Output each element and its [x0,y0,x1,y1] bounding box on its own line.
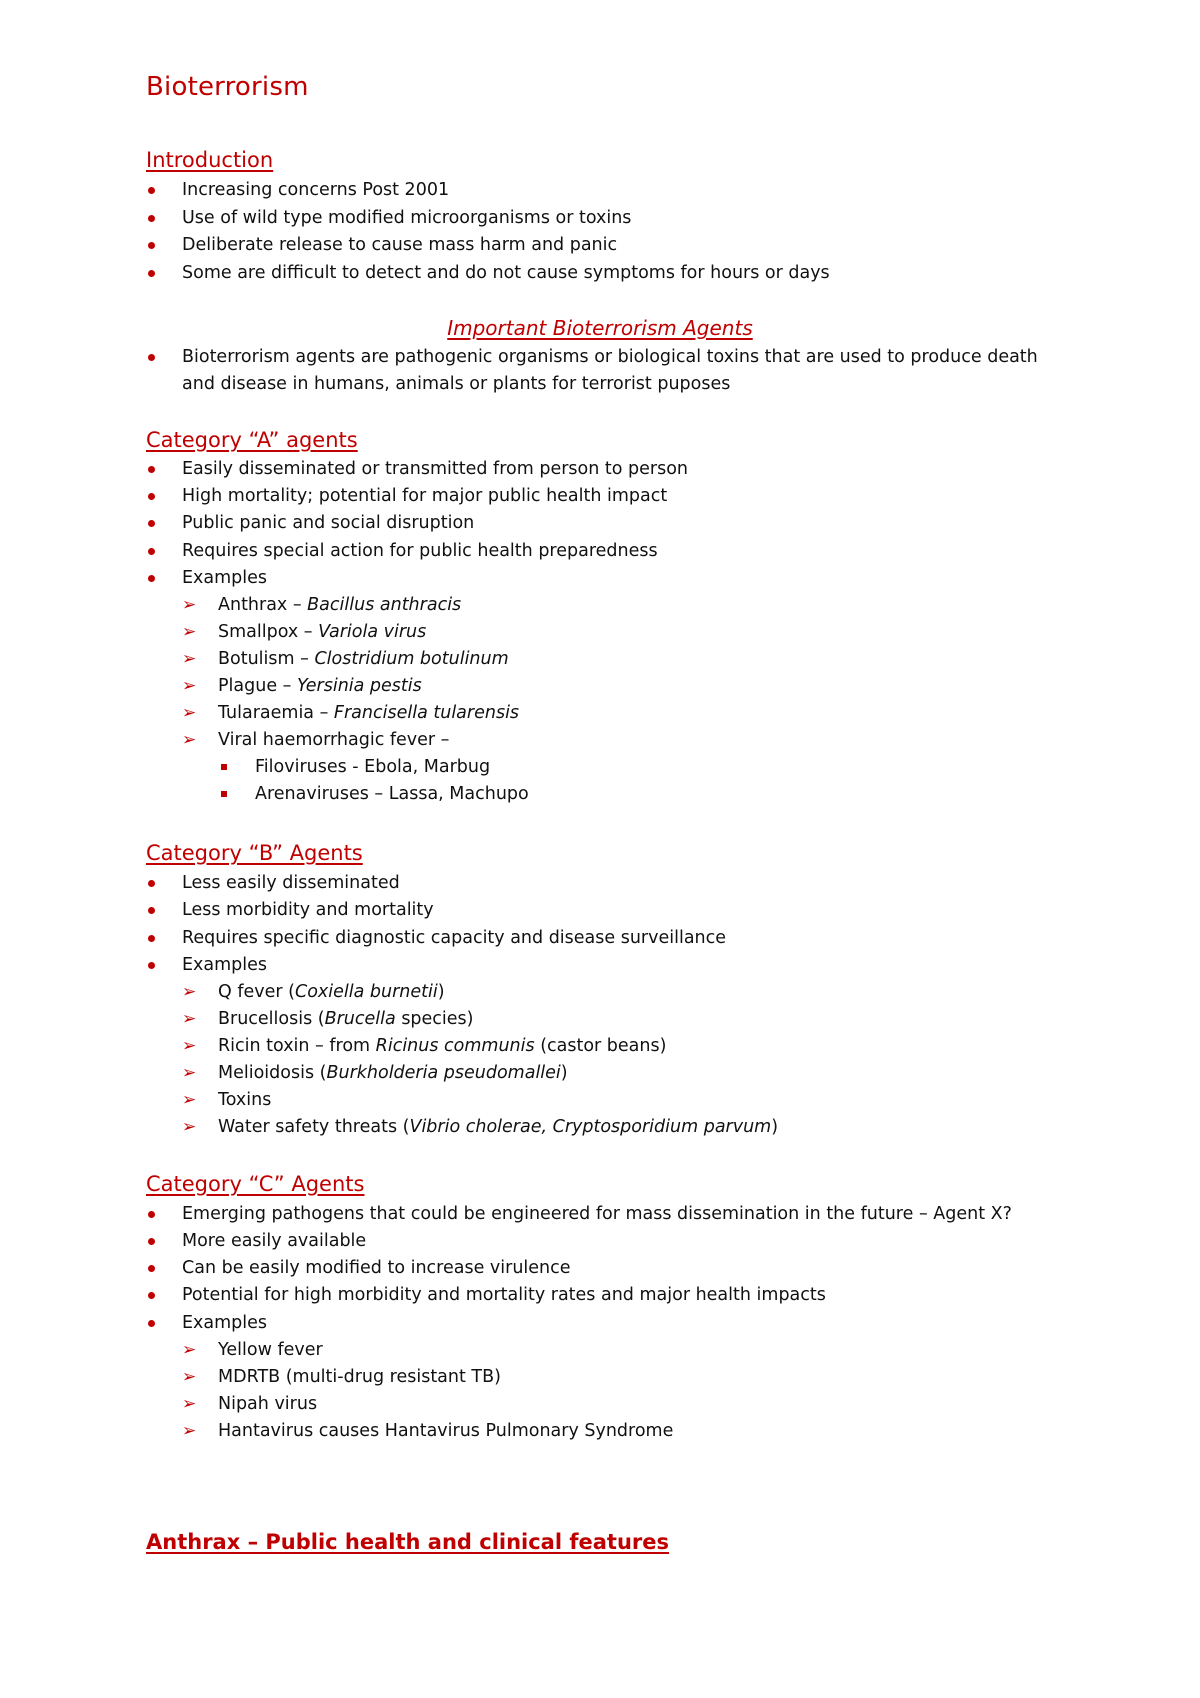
list-item: Increasing concerns Post 2001 [182,180,450,200]
list-item: High mortality; potential for major public health impact [182,486,668,506]
sub-list-item: Filoviruses - Ebola, Marbug [255,757,491,777]
arrow-bullet-icon: ➢ [182,676,197,696]
example-item: ➢ Plague – Yersinia pestis [182,676,422,696]
arrow-bullet-icon: ➢ [182,1340,197,1360]
arrow-bullet-icon: ➢ [182,982,197,1002]
arrow-bullet-icon: ➢ [182,1421,197,1441]
example-item: ➢ Water safety threats (Vibrio cholerae, Cryptosporidium parvum) [182,1117,779,1137]
example-item: ➢ Viral haemorrhagic fever – [182,730,450,750]
example-item: ➢ Toxins [182,1090,272,1110]
example-item: ➢ Tularaemia – Francisella tularensis [182,703,520,723]
arrow-bullet-icon: ➢ [182,595,197,615]
list-item: Deliberate release to cause mass harm and panic [182,235,618,255]
list-item: Examples [182,568,268,588]
example-item: ➢ Hantavirus causes Hantavirus Pulmonary Syndrome [182,1421,674,1441]
list-item: More easily available [182,1231,367,1251]
list-item: Easily disseminated or transmitted from person to person [182,459,689,479]
example-item: ➢ Yellow fever [182,1340,323,1360]
list-item: Requires specific diagnostic capacity and disease surveillance [182,928,727,948]
heading-introduction: Introduction [146,148,274,172]
example-item: ➢ Nipah virus [182,1394,318,1414]
arrow-bullet-icon: ➢ [182,1394,197,1414]
heading-anthrax: Anthrax – Public health and clinical features [146,1530,670,1554]
arrow-bullet-icon: ➢ [182,703,197,723]
list-item: Examples [182,955,268,975]
example-item: ➢ Smallpox – Variola virus [182,622,427,642]
arrow-bullet-icon: ➢ [182,1063,197,1083]
list-item: Requires special action for public health preparedness [182,541,658,561]
example-item: ➢ Melioidosis (Burkholderia pseudomallei) [182,1063,568,1083]
list-item: Potential for high morbidity and mortality rates and major health impacts [182,1285,826,1305]
list-item: Examples [182,1313,268,1333]
list-item: Less easily disseminated [182,873,400,893]
arrow-bullet-icon: ➢ [182,1117,197,1137]
arrow-bullet-icon: ➢ [182,730,197,750]
list-item: Public panic and social disruption [182,513,475,533]
list-item: Some are difficult to detect and do not cause symptoms for hours or days [182,263,830,283]
example-item: ➢ MDRTB (multi-drug resistant TB) [182,1367,501,1387]
list-item: Use of wild type modified microorganisms or toxins [182,208,632,228]
list-item: Less morbidity and mortality [182,900,434,920]
example-item: ➢ Ricin toxin – from Ricinus communis (castor beans) [182,1036,667,1056]
arrow-bullet-icon: ➢ [182,622,197,642]
page-title: Bioterrorism [146,72,309,102]
arrow-bullet-icon: ➢ [182,649,197,669]
heading-important-agents: Important Bioterrorism Agents [447,316,753,340]
arrow-bullet-icon: ➢ [182,1367,197,1387]
heading-category-b: Category “B” Agents [146,841,363,865]
example-item: ➢ Brucellosis (Brucella species) [182,1009,474,1029]
list-item-continuation: and disease in humans, animals or plants for terrorist puposes [182,374,731,394]
example-item: ➢ Q fever (Coxiella burnetii) [182,982,445,1002]
example-item: ➢ Botulism – Clostridium botulinum [182,649,509,669]
list-item: Emerging pathogens that could be engineered for mass dissemination in the future – Agent X? [182,1204,1012,1224]
arrow-bullet-icon: ➢ [182,1036,197,1056]
heading-category-c: Category “C” Agents [146,1172,365,1196]
list-item: Bioterrorism agents are pathogenic organisms or biological toxins that are used to produce death [182,347,1038,367]
sub-list-item: Arenaviruses – Lassa, Machupo [255,784,529,804]
example-item: ➢ Anthrax – Bacillus anthracis [182,595,462,615]
arrow-bullet-icon: ➢ [182,1009,197,1029]
arrow-bullet-icon: ➢ [182,1090,197,1110]
list-item: Can be easily modified to increase virulence [182,1258,571,1278]
heading-category-a: Category “A” agents [146,428,358,452]
